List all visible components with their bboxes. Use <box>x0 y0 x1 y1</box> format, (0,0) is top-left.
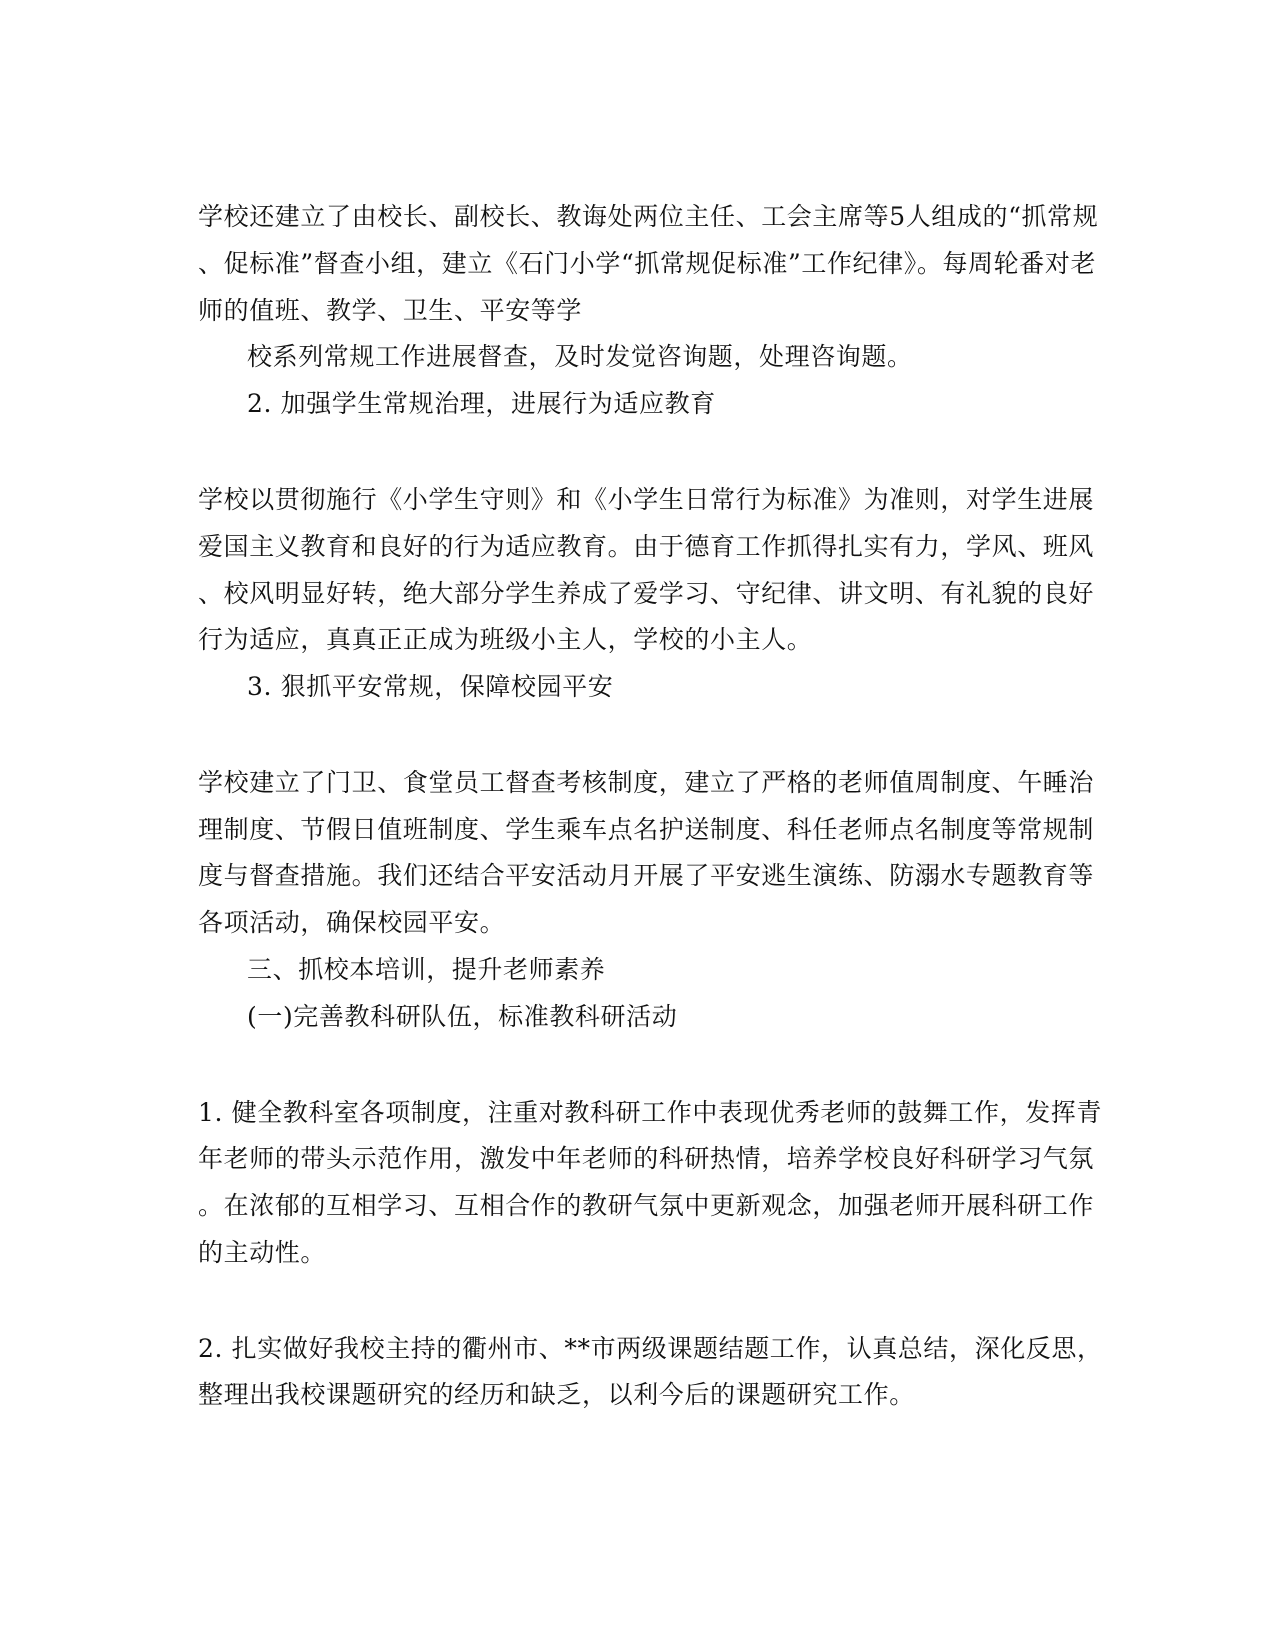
text-line: 理制度、节假日值班制度、学生乘车点名护送制度、科任老师点名制度等常规制 <box>198 815 1095 844</box>
text-line: 度与督查措施。我们还结合平安活动月开展了平安逃生演练、防溺水专题教育等 <box>198 861 1095 890</box>
text-line: 行为适应，真真正正成为班级小主人，学校的小主人。 <box>198 625 813 654</box>
text-line: 学校建立了门卫、食堂员工督查考核制度，建立了严格的老师值周制度、午睡治 <box>198 768 1095 797</box>
subsection-heading: (一)完善教科研队伍，标准教科研活动 <box>247 1002 678 1031</box>
text-line: 、促标准”督查小组，建立《石门小学“抓常规促标准”工作纪律》。每周轮番对老 <box>198 249 1097 278</box>
text-line: 各项活动，确保校园平安。 <box>198 908 506 937</box>
text-line: 、校风明显好转，绝大部分学生养成了爱学习、守纪律、讲文明、有礼貌的良好 <box>198 579 1095 608</box>
text-line: 爱国主义教育和良好的行为适应教育。由于德育工作抓得扎实有力，学风、班风 <box>198 532 1095 561</box>
text-line: 年老师的带头示范作用，激发中年老师的科研热情，培养学校良好科研学习气氛 <box>198 1144 1095 1173</box>
section-heading: 3. 狠抓平安常规，保障校园平安 <box>247 672 614 701</box>
text-line: 1. 健全教科室各项制度，注重对教科研工作中表现优秀老师的鼓舞工作，发挥青 <box>198 1098 1103 1127</box>
text-line: 。在浓郁的互相学习、互相合作的教研气氛中更新观念，加强老师开展科研工作 <box>198 1191 1095 1220</box>
section-heading: 三、抓校本培训，提升老师素养 <box>247 955 606 984</box>
text-line: 2. 扎实做好我校主持的衢州市、**市两级课题结题工作，认真总结，深化反思， <box>198 1334 1103 1363</box>
text-line: 学校以贯彻施行《小学生守则》和《小学生日常行为标准》为准则，对学生进展 <box>198 485 1095 514</box>
text-line: 师的值班、教学、卫生、平安等学 <box>198 296 583 325</box>
text-line: 校系列常规工作进展督查，及时发觉咨询题，处理咨询题。 <box>247 342 913 371</box>
text-line: 的主动性。 <box>198 1238 327 1267</box>
section-heading: 2. 加强学生常规治理，进展行为适应教育 <box>247 389 716 418</box>
text-line: 整理出我校课题研究的经历和缺乏，以利今后的课题研究工作。 <box>198 1380 915 1409</box>
text-line: 学校还建立了由校长、副校长、教诲处两位主任、工会主席等5人组成的“抓常规 <box>198 202 1099 231</box>
